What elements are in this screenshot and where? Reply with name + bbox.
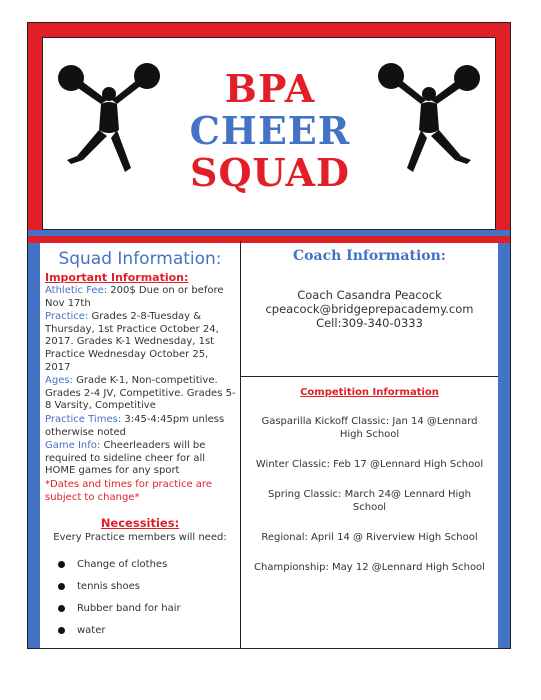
coach-column bbox=[241, 241, 498, 648]
competition-event: Regional: April 14 @ Riverview High School bbox=[261, 532, 478, 543]
competition-event: Winter Classic: Feb 17 @Lennard High School bbox=[255, 459, 484, 470]
coach-cell: Cell:309-340-0333 bbox=[316, 316, 423, 330]
list-item: Change of clothes bbox=[58, 553, 240, 575]
title-line-1: BPA bbox=[224, 66, 316, 111]
necessities-subtitle: Every Practice members will need: bbox=[53, 532, 227, 544]
bullet-icon bbox=[58, 583, 65, 590]
practice-times: Practice Times: 3:45-4:45pm unless otherwise noted bbox=[45, 413, 225, 438]
competition-event: Spring Classic: March 24@ Lennard High School bbox=[268, 489, 471, 513]
game-info: Game Info: Cheerleaders will be required to sideline cheer for all HOME games for any sport bbox=[45, 440, 206, 477]
athletic-fee: Athletic Fee: 200$ Due on or before Nov 17th bbox=[45, 285, 224, 309]
schedule-note: *Dates and times for practice are subject to change* bbox=[45, 478, 212, 503]
bullet-icon bbox=[58, 561, 65, 568]
cheerleader-icon bbox=[377, 60, 481, 180]
cheerleader-icon bbox=[57, 60, 161, 180]
squad-info-title: Squad Information: bbox=[58, 249, 222, 269]
competition-event: Championship: May 12 @Lennard High School bbox=[254, 562, 485, 573]
competition-event: Gasparilla Kickoff Classic: Jan 14 @Lennard High School bbox=[261, 416, 478, 440]
bullet-icon bbox=[58, 605, 65, 612]
list-item: tennis shoes bbox=[58, 575, 240, 597]
flyer bbox=[27, 22, 511, 649]
title-line-2: CHEER bbox=[189, 108, 351, 153]
practice-info: Practice: Grades 2-8-Tuesday & Thursday, 1st Practice October 24, 2017. Grades K-1 Wednesday, 1st Practice Wednesday October 25, 2017 bbox=[45, 311, 219, 373]
list-item: Rubber band for hair bbox=[58, 597, 240, 619]
coach-name: Coach Casandra Peacock bbox=[297, 288, 442, 302]
header-panel bbox=[42, 37, 496, 230]
bullet-icon bbox=[58, 627, 65, 634]
necessities-title: Necessities: bbox=[100, 516, 180, 531]
page-title bbox=[183, 68, 357, 194]
coach-info-box bbox=[241, 241, 498, 377]
important-info-title: Important Information: bbox=[45, 271, 189, 284]
ages-info: Ages: Grade K-1, Non-competitive. Grades 2-4 JV, Competitive. Grades 5-8 Varsity, Competitive bbox=[45, 375, 236, 412]
list-item: water bbox=[58, 619, 240, 641]
necessities-list bbox=[58, 553, 240, 641]
header-banner bbox=[28, 23, 510, 243]
title-line-3: SQUAD bbox=[190, 150, 350, 195]
coach-info-title: Coach Information: bbox=[293, 248, 446, 264]
competition-info-title: Competition Information bbox=[300, 387, 439, 398]
squad-info-column bbox=[40, 241, 241, 648]
divider-bar bbox=[28, 230, 510, 236]
coach-email: cpeacock@bridgeprepacademy.com bbox=[265, 302, 474, 316]
